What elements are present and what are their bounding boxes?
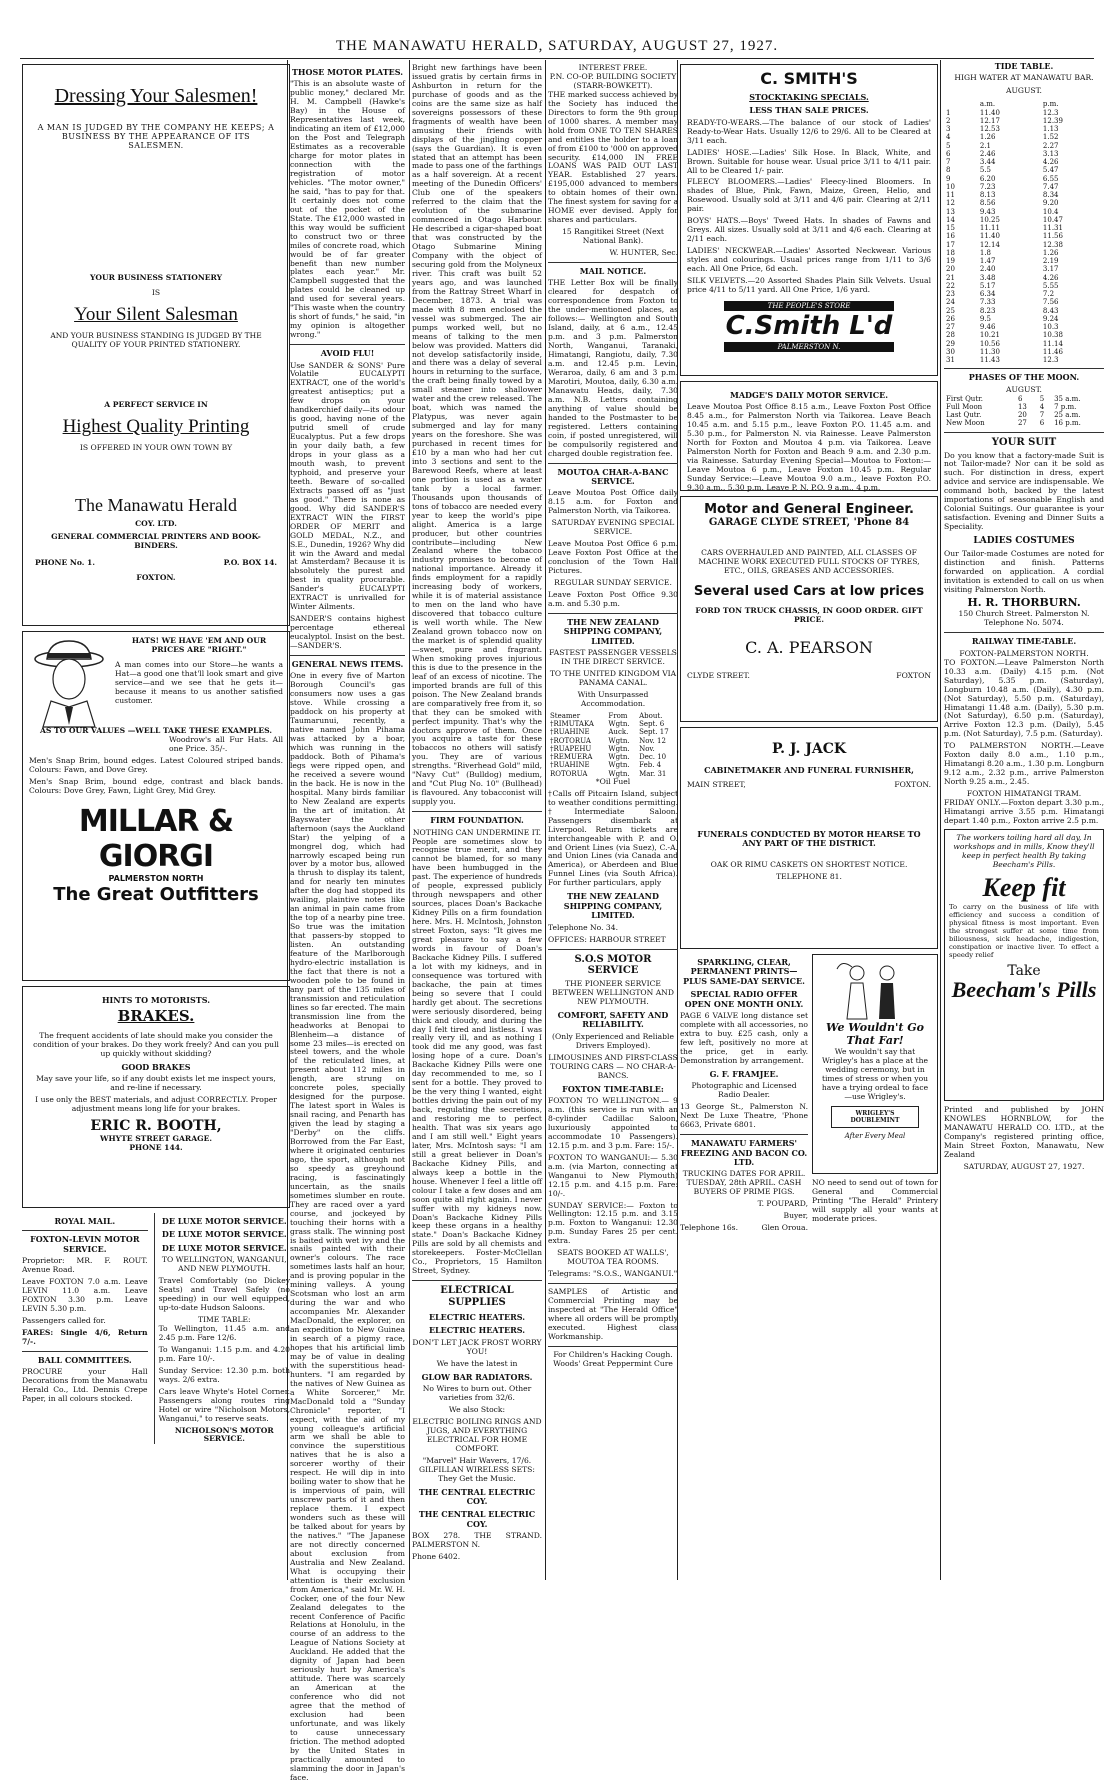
- tide-month: AUGUST.: [1006, 86, 1042, 96]
- central-electric: THE CENTRAL ELECTRIC COY.: [418, 1486, 536, 1506]
- deluxe-body-2: Cars leave Whyte's Hotel Corner. Passengers along routes ring Hotel or wire "Nicholson Motors, Wanganui," to reserve seats.: [158, 1386, 290, 1423]
- motor-plates-body: "This is an absolute waste of public money," declared Mr. H. M. Campbell (Hawke's Bay) in the House of Representatives last week, indicating an item of £12,000 on the Post and Telegraph Estimates as a recoverable charge for motor plates in connection with the registration of motor vehicles. "The motor owner," he said, "has to pay for that. It certainly does not come out of the pocket of the State. The £12,000 wasted in this way would be sufficient to construct two or three miles of concrete road, which would be of far greater benefit than new number plates each year." Mr. Campbell suggested that the plates could be cleaned up and used for several years. "This waste when the country is short of funds," he said, "in my opinion is altogether wrong.": [290, 79, 405, 340]
- hat-body: A man comes into our Store—he wants a Hat—a good one that'll look smart and give service—and we see that he gets it—because it means to us another satisfied customer.: [115, 659, 283, 705]
- brakes-ad: [22, 986, 290, 1208]
- moutoa-body: Leave Moutoa Post Office daily 8.15 a.m. for Foxton and Palmerston North, via Taikorea.: [548, 488, 678, 516]
- smith-item: SILK VELVETS.—20 Assorted Shades Plain Silk Velvets. Usual price 4/11 to 5/11 yard. All One Price, 1/6 yard.: [687, 276, 931, 294]
- brakes-body-3: I use only the BEST materials, and adjust CORRECTLY. Proper adjustment means long life for your brakes.: [35, 1095, 277, 1114]
- electric-frost: DON'T LET JACK FROST WORRY YOU!: [412, 1337, 542, 1356]
- column-5: [680, 64, 938, 1579]
- brakes-title: BRAKES.: [117, 1007, 195, 1026]
- wrigleys-after: After Every Meal: [844, 1131, 906, 1140]
- hat-man-illustration: [29, 637, 109, 727]
- avoid-flu-body: Use SANDER & SONS' Pure Volatile EUCALYPTI EXTRACT, one of the world's greatest antiseptics; put a few drops on your handkerchief daily—its odour is good, having none of the putrid smell of crude Eucalyptus. Put a few drops in your daily bath, a few drops in your glass as a mouth wash, to prevent typhoid, and preserve your teeth. Beware of so-called Extracts passed off as "just as good." There is none as good. Why did SANDER'S EXTRACT WIN the FIRST ORDER OF MERIT and GOLD MEDAL, N.Z., and S.E., Dunedin, 1926? Why did it win the Award and medal at Amsterdam? Because it is absolutely the purest and best in quality procurable. Sander's EUCALYPTI EXTRACT is unrivalled for Winter Ailments.: [290, 360, 405, 612]
- electric-items: ELECTRIC BOILING RINGS AND JUGS, AND EVERYTHING ELECTRICAL FOR HOME COMFORT.: [412, 1416, 542, 1453]
- tide-row: 15 11.11 11.31: [946, 224, 1063, 233]
- beechams-keep-fit: Keep fit: [982, 872, 1066, 902]
- column-3: [412, 64, 542, 1579]
- mail-notice-head: MAIL NOTICE.: [579, 266, 647, 277]
- shipping-body: †Calls off Pitcairn Island, subject to weather conditions permitting. †Intermediate Saloon. Passengers disembark at Liverpool. Return tickets are interchangeable with P. and O. and Orient Lines (via Suez), C.-A. and Union Lines (via Canada and America), or Aberdeen and Blue Funnel Lines (via South Africa). For further particulars, apply: [548, 788, 678, 888]
- electric-marvel: "Marvel" Hair Wavers, 17/6. GILFILLAN WIRELESS SETS: They Get the Music.: [419, 1455, 535, 1483]
- firm-foundation-body: People are sometimes slow to recognise true merit, and they cannot be blamed, for so many have been humbugged in the past. The experience of hundreds of people, expressed publicly through newspapers and other sources, places Doan's Backache Kidney Pills on a firm foundation here. Mrs. H. McIntosh, Johnston street Foxton, says: "It gives me great pleasure to say a few words in favour of Doan's Backache Kidney Pills. I suffered a lot with my kidneys, and in consequence was tortured with backache, the pain at times being so severe that I could hardly get about. The secretions were seriously disordered, being thick and cloudy, and during the day I felt tired and listless. I was really very ill, and as nothing I took did me any good, was fast losing hope of a cure. Doan's Backache Kidney Pills were one day recommended to me, so I sent for a bottle. They proved to be the very thing I wanted, eight bottles driving the pain out of my back, regulating the secretions, and restoring me to perfect health. That was six years ago and I am still well." Eight years later, Mrs. McIntosh says: "I am still a great believer in Doan's Backache Kidney Pills, and always keep a bottle in the house. Whenever I feel a little off colour I take a few doses and am soon quite all right again. I never suffer with my kidneys now. Doan's Backache Kidney Pills keep these organs in a healthy state." Doan's Backache Kidney Pills are sold by all chemists and storekeepers. Foster-McClellan Co., Proprietors, 15 Hamilton Street, Sydney.: [412, 836, 542, 1276]
- deluxe-to: TO WELLINGTON, WANGANUI, AND NEW PLYMOUTH.: [161, 1255, 287, 1274]
- beechams-ad: [944, 829, 1104, 1101]
- electrical-head: ELECTRICAL SUPPLIES: [440, 1285, 514, 1308]
- tide-col: a.m.: [979, 100, 996, 109]
- radio-head: SPARKLING, CLEAR, PERMANENT PRINTS—PLUS SAME-DAY SERVICE.: [683, 957, 805, 986]
- electric-stock: We also Stock:: [448, 1404, 506, 1414]
- tide-row: 22 5.17 5.55: [946, 281, 1059, 290]
- society-body: THE marked success achieved by the Society has induced the Directors to form the 9th group of 1000 shares. A member may hold from ONE TO TEN SHARES and entitles the holder to a loan of from £100 to '000 on approved security. £14,000 IN FREE LOANS WAS PAID OUT LAST YEAR. Established 27 years. £195,000 advanced to members to obtain homes of their own. The finest system for saving for a HOME ever devised. Apply for shares and particulars.: [548, 89, 678, 225]
- sos-seats: SEATS BOOKED AT WALLS', MOUTOA TEA ROOMS.: [557, 1248, 669, 1267]
- royal-mail-times: Leave FOXTON 7.0 a.m. Leave LEVIN 11.0 a.m. Leave FOXTON 3.30 p.m. Leave LEVIN 5.30 p.m.: [22, 1277, 148, 1314]
- royal-mail-proprietor: Proprietor: MR. F. ROUT. Avenue Road.: [22, 1256, 148, 1275]
- sos-timetable: FOXTON TIME-TABLE:: [562, 1083, 664, 1094]
- brakes-name: ERIC R. BOOTH,: [90, 1118, 222, 1135]
- deluxe-time-1: To Wellington, 11.45 a.m. and 2.45 p.m. Fare 12/6.: [158, 1323, 290, 1342]
- tide-row: 5 2.1 2.27: [946, 141, 1059, 150]
- beechams-take: Take: [1007, 962, 1041, 979]
- society-head: INTEREST FREE.: [578, 63, 648, 72]
- smith-item: READY-TO-WEARS.—The balance of our stock of Ladies' Ready-to-Wear Hats. Usually 12/6 to 29/6. All to be Cleared at 3/11 each.: [687, 117, 931, 145]
- tide-row: 18 1.8 1.26: [946, 248, 1059, 257]
- moutoa-saturday-body: Leave Moutoa Post Office 6 p.m. Leave Foxton Post Office at the conclusion of the Town Hall Pictures.: [548, 539, 678, 576]
- deluxe-head: DE LUXE MOTOR SERVICE.: [161, 1216, 287, 1226]
- ad-standing: AND YOUR BUSINESS STANDING IS JUDGED BY THE QUALITY OF YOUR PRINTED STATIONERY.: [50, 331, 262, 350]
- radio-address: 13 George St., Palmerston N. Next De Luxe Theatre, 'Phone 6663, Private 6801.: [680, 1102, 808, 1130]
- deluxe-signature: NICHOLSON'S MOTOR SERVICE.: [174, 1425, 274, 1444]
- ad-highest-quality: Highest Quality Printing: [62, 415, 250, 437]
- sos-head: S.O.S MOTOR SERVICE: [574, 953, 652, 977]
- tide-row: 17 12.14 12.38: [946, 240, 1063, 249]
- beechams-poem: The workers toiling hard all day, In workshops and in mills, Know they'll keep in perfect health By taking Beecham's Pills.: [953, 832, 1095, 869]
- madge-ad: [680, 381, 938, 491]
- tide-row: 2 12.17 12.39: [946, 116, 1063, 125]
- ad-silent-salesman: Your Silent Salesman: [74, 303, 238, 325]
- column-rule: [409, 60, 410, 1580]
- royal-mail-fares: FARES: Single 4/6, Return 7/-.: [22, 1327, 148, 1346]
- deluxe-body: Travel Comfortably (no Dickey Seats) and Travel Safely (no speeding) in our well equipped, up-to-date Hudson Saloons.: [158, 1276, 290, 1313]
- wedding-couple-illustration: [817, 959, 927, 1019]
- smith-ad: [680, 64, 938, 376]
- shipping-accommodation: With Unsurpassed Accommodation.: [577, 689, 649, 708]
- imprint: Printed and published by JOHN KNOWLES HORNBLOW, for the MANAWATU HERALD CO. LTD., at the Company's registered printing office, Main Street Foxton, Manawatu, New Zealand: [944, 1104, 1104, 1159]
- firm-foundation-head: FIRM FOUNDATION.: [430, 815, 524, 826]
- freezing-body: TRUCKING DATES FOR APRIL. TUESDAY, 28th APRIL. CASH BUYERS OF PRIME PIGS.: [682, 1169, 806, 1197]
- tide-row: 11 8.13 8.34: [946, 191, 1059, 200]
- mail-notice-body: THE Letter Box will be finally cleared for despatch of correspondence from Foxton to the under-mentioned places, as follows:— Wellington and South Island, daily, at 6 a.m., 12.45 p.m. and 3 p.m. Palmerston North, Wanganui, Taranaki, Himatangi, Rangiotu, daily, 7.30 a.m. and 12.45 p.m. Levin, Weraroa, daily, 6 am and 3 p.m. Marotiri, Moutoa, daily, 6.30 a.m. Manawatu Heads, daily, 7.30 a.m. N.B. Letters containing anything of value should be handed to the Postmaster to be registered. Letters containing coin, if posted unregistered, will be compulsorily registered and charged double registration fee.: [548, 278, 678, 458]
- tide-row: 9 6.20 6.55: [946, 174, 1059, 183]
- jack-funerals: FUNERALS CONDUCTED BY MOTOR HEARSE TO ANY PART OF THE DISTRICT.: [697, 828, 921, 849]
- smith-city: PALMERSTON N.: [724, 342, 894, 352]
- sos-wellington: FOXTON TO WELLINGTON.— 9 a.m. (this service is run with an 8-cylinder Cadillac Saloon, luxuriously appointed to accommodate 10 Passengers). 12.15 p.m. and 3 p.m. Fare: 15/-.: [548, 1096, 678, 1150]
- moutoa-head: MOUTOA CHAR-A-BANC SERVICE.: [557, 466, 669, 486]
- tide-sub: HIGH WATER AT MANAWATU BAR.: [954, 73, 1094, 83]
- central-electric: THE CENTRAL ELECTRIC COY.: [418, 1509, 536, 1529]
- column-2: [290, 64, 405, 1782]
- moon-month: AUGUST.: [1006, 384, 1042, 394]
- deluxe-timetable: TIME TABLE:: [197, 1315, 251, 1325]
- ad-offered: IS OFFERED IN YOUR OWN TOWN BY: [79, 443, 233, 453]
- tide-row: 25 8.23 8.43: [946, 306, 1059, 315]
- column-rule: [545, 60, 546, 1580]
- tide-row: 24 7.33 7.56: [946, 298, 1059, 307]
- moutoa-sunday-body: Leave Foxton Post Office 9.30 a.m. and 5.30 p.m.: [548, 589, 678, 608]
- ad-stationery: YOUR BUSINESS STATIONERY: [89, 272, 223, 282]
- moon-row: First Qutr. 6 5 35 a.m.: [946, 394, 1081, 403]
- radio-body: PAGE 6 VALVE long distance set complete with all accessories, no extra to buy. £25 cash, only a few left, positively no more at the price, get in early. Demonstration by arrangement.: [680, 1011, 808, 1065]
- pearson-ad: [680, 496, 938, 722]
- society-name: P.N. CO-OP. BUILDING SOCIETY (STARR-BOWKETT).: [549, 71, 677, 90]
- brakes-body: The frequent accidents of late should make you consider the condition of your brakes. Do they work freely? And can you pull up quickly without skidding?: [33, 1031, 279, 1059]
- avoid-flu-head: AVOID FLU!: [320, 348, 375, 359]
- column-4: [548, 64, 678, 1579]
- electric-glow-bar: GLOW BAR RADIATORS.: [421, 1371, 533, 1382]
- central-electric-box: BOX 278. THE STRAND. PALMERSTON N.: [412, 1531, 542, 1550]
- tide-row: 26 9.5 9.24: [946, 314, 1059, 323]
- freezing-town: Glen Oroua.: [761, 1223, 808, 1233]
- tide-head: TIDE TABLE.: [994, 61, 1054, 71]
- suit-name: H. R. THORBURN.: [967, 596, 1081, 610]
- jack-telephone: TELEPHONE 81.: [776, 871, 842, 881]
- tide-row: 10 7.23 7.47: [946, 182, 1059, 191]
- sos-pioneer: THE PIONEER SERVICE BETWEEN WELLINGTON AND NEW PLYMOUTH.: [552, 979, 674, 1007]
- freezing-name: T. POUPARD,: [757, 1199, 808, 1209]
- beechams-name: Beecham's Pills: [951, 977, 1097, 1003]
- tide-row: 19 1.47 2.19: [946, 257, 1059, 266]
- hat-headline: HATS! WE HAVE 'EM AND OUR PRICES ARE "RIGHT.": [131, 636, 267, 654]
- tide-col: p.m.: [1042, 100, 1059, 109]
- ad-foxton: FOXTON.: [136, 573, 176, 583]
- madge-head: MADGE'S DAILY MOTOR SERVICE.: [729, 390, 889, 400]
- royal-mail-head: ROYAL MAIL.: [54, 1216, 116, 1226]
- tide-row: 31 11.43 12.3: [946, 356, 1059, 365]
- jack-town: FOXTON.: [894, 779, 931, 789]
- shipping-col: Steamer: [550, 711, 581, 720]
- sos-wanganui: FOXTON TO WANGANUI:— 5.30 a.m. (via Marton, connecting at Wanganui to New Plymouth) 12.15 p.m. and 4.15 p.m. Fare: 10/-.: [548, 1152, 678, 1198]
- column-1: [22, 64, 290, 1444]
- rail-to-foxton: TO FOXTON.—Leave Palmerston North 10.33 a.m. (Daily) 4.15 p.m. (Not Saturday), 5.35 p.m. (Saturday), Longburn 10.48 a.m. (Daily), 4.30 p.m. (Not Saturday), 5.50 p.m. (Saturday), Himatangi 11.48 a.m. (Daily), 5.30 p.m. (Not Saturday), 6.50 p.m. (Saturday), Arrive Foxton 12.3 p.m. (Daily), 5.45 p.m. (Not Saturday), 7.5 p.m. (Saturday).: [944, 657, 1104, 739]
- freezing-head: MANAWATU FARMERS' FREEZING AND BACON CO. LTD.: [680, 1138, 808, 1167]
- table-row: †RIMUTAKA Wgtn. Sept. 6: [550, 720, 665, 729]
- column-6: [944, 58, 1104, 1578]
- wrigleys-body: We wouldn't say that Wrigley's has a place at the wedding ceremony, but in times of stress or when you have a trying ordeal to face —use Wrigley's.: [821, 1046, 929, 1101]
- tide-row: 16 11.40 11.56: [946, 232, 1063, 241]
- madge-body: Leave Moutoa Post Office 8.15 a.m., Leave Foxton Post Office 8.45 a.m., for Palmerston North via Taikorea. Leave Beach 10.45 a.m. and 5.15 p.m., leave Foxton P.O. 11.45 a.m. and 5.30 p.m., for Palmerston N. via Rainesse. Leave Palmerston North for Foxton and Moutoa 4 p.m. via Taikorea. Leave Palmerston North for Foxton and Beach 9 a.m. and 2.30 p.m. via Rainesse. Saturday Evening Special—Moutoa to Foxton:—Leave Moutoa 6 p.m., Leave Foxton 10.45 p.m. Regular Sunday Service:—Leave Moutoa 9.0 a.m., leave Foxton P.O. 9.30 a.m., 5.30 p.m. Leave P. N. P.O. 9 a.m., 4 p.m.: [687, 402, 931, 493]
- smith-peoples-store: THE PEOPLE'S STORE: [724, 301, 894, 311]
- tide-row: 3 12.53 1.13: [946, 125, 1059, 134]
- ad-coy: COY. LTD.: [135, 519, 177, 529]
- millar-giorgi-ad: [22, 631, 290, 981]
- tide-row: 30 11.30 11.46: [946, 347, 1063, 356]
- motor-head: Motor and General Engineer.: [704, 502, 914, 517]
- millar-tagline: The Great Outfitters: [53, 883, 259, 905]
- tide-row: 1 11.40 12.3: [946, 108, 1059, 117]
- column-rule: [940, 60, 941, 1580]
- smith-less: LESS THAN SALE PRICES.: [749, 105, 869, 116]
- ad-title: Dressing Your Salesmen!: [54, 85, 258, 107]
- avoid-flu-body-2: SANDER'S contains highest percentage ethereal eucalyptol. Insist on the best.—SANDER'S.: [290, 614, 405, 651]
- society-address: 15 Rangitikei Street (Next National Bank).: [562, 227, 664, 246]
- masthead: THE MANAWATU HERALD, SATURDAY, AUGUST 27, 1927.: [335, 38, 779, 54]
- ad-herald-name: The Manawatu Herald: [75, 495, 237, 516]
- ad-is: IS: [151, 287, 161, 297]
- smith-name: C. SMITH'S: [760, 69, 858, 88]
- shipping-col: From: [608, 711, 628, 720]
- ad-lead: A MAN IS JUDGED BY THE COMPANY HE KEEPS; A BUSINESS BY THE APPEARANCE OF ITS SALESMEN.: [37, 122, 275, 151]
- moon-row: New Moon 27 6 16 p.m.: [946, 419, 1081, 428]
- electric-wires: No Wires to burn out. Other varieties from 32/6.: [422, 1383, 532, 1402]
- sos-limousines: LIMOUSINES AND FIRST-CLASS TOURING CARS — NO CHAR-A-BANCS.: [548, 1052, 678, 1080]
- imprint-date: SATURDAY, AUGUST 27, 1927.: [963, 1161, 1085, 1171]
- table-row: †RUAPEHU Wgtn. Nov.: [550, 744, 655, 753]
- moon-row: Full Moon 13 4 7 p.m.: [946, 402, 1077, 411]
- tide-row: 20 2.40 3.17: [946, 265, 1059, 274]
- tide-table: [944, 100, 1104, 364]
- moutoa-saturday: SATURDAY EVENING SPECIAL SERVICE.: [551, 518, 675, 537]
- motor-plates-head: THOSE MOTOR PLATES.: [291, 67, 404, 77]
- smith-item: FLEECY BLOOMERS.—Ladies' Fleecy-lined Bloomers. In shades of Blue, Pink, Fawn, Maize, Green, Helio, and Rosewood. Usually sold at 3/11 and 4/6 pair. Clearing at 2/11 pair.: [687, 177, 931, 214]
- sos-sunday: SUNDAY SERVICE:— Foxton to Wellington: 12.15 p.m. and 3.15 p.m. Foxton to Wanganui: 12.30 p.m. Sunday Fares 25 per cent. extra.: [548, 1200, 678, 1246]
- samples-notice: SAMPLES of Artistic and Commercial Printing may be inspected at "The Herald Office" where all orders will be promptly executed. Highest class Workmanship.: [548, 1287, 678, 1341]
- no-need-notice: NO need to send out of town for General and Commercial Printing "The Herald" Printery will supply all your wants at moderate prices.: [812, 1178, 938, 1223]
- suit-head: YOUR SUIT: [991, 436, 1057, 448]
- masthead-rule: [20, 58, 1094, 59]
- tide-row: 29 10.56 11.14: [946, 339, 1063, 348]
- royal-mail-service: FOXTON-LEVIN MOTOR SERVICE.: [30, 1234, 140, 1254]
- suit-body: Do you know that a factory-made Suit is not Tailor-made? Nor can it be sold as such. For distinction in dress, expert advice and service are indispensable. We command both, backed by the latest importations of seasonable English and Colonial Suitings. Our guarantee is your satisfaction. Evening and Dinner Suits a Speciality.: [944, 450, 1104, 532]
- tide-row: 13 9.43 10.4: [946, 207, 1059, 216]
- deluxe-time-3: Sunday Service: 12.30 p.m. both ways. 2/6 extra.: [158, 1365, 290, 1384]
- moon-head: PHASES OF THE MOON.: [968, 372, 1080, 383]
- shipping-fastest: FASTEST PASSENGER VESSELS IN THE DIRECT SERVICE.: [549, 648, 677, 667]
- electric-heaters: ELECTRIC HEATERS.: [428, 1311, 526, 1322]
- smith-item: LADIES' HOSE.—Ladies' Silk Hose. In Black, White, and Brown. Suitable for house wear. Usual price 3/11 to 4/11 pair. All to be Cleared 1/- pair.: [687, 147, 931, 175]
- ad-phone: PHONE No. 1.: [35, 558, 95, 568]
- shipping-to: TO THE UNITED KINGDOM VIA PANAMA CANAL.: [549, 669, 677, 687]
- brakes-good: GOOD BRAKES: [121, 1061, 191, 1072]
- moon-table: [944, 395, 1104, 428]
- suit-ladies: LADIES COSTUMES: [973, 536, 1075, 547]
- electric-have: We have the latest in: [436, 1358, 518, 1368]
- deluxe-head: DE LUXE MOTOR SERVICE.: [161, 1229, 287, 1240]
- royal-mail-passengers: Passengers called for.: [22, 1316, 106, 1326]
- wrigleys-pack: WRIGLEY'S DOUBLEMINT: [831, 1106, 919, 1128]
- beechams-body: To carry on the business of life with efficiency and success a condition of physical fitness is most important. Even the strongest suffer at some time from biliousness, sick headache, indigestion, constipation or inactive liver. To effect a speedy relief: [949, 903, 1099, 960]
- shipping-table: [548, 712, 678, 778]
- shipping-office: OFFICES: HARBOUR STREET: [548, 934, 666, 944]
- motor-name: C. A. PEARSON: [745, 638, 873, 658]
- brakes-phone: PHONE 144.: [129, 1142, 183, 1152]
- motor-town: FOXTON: [896, 671, 931, 681]
- tide-row: 6 2.46 3.13: [946, 149, 1059, 158]
- hat-values: AS TO OUR VALUES —WELL TAKE THESE EXAMPLES.: [39, 726, 273, 735]
- ad-box: P.O. BOX 14.: [223, 558, 277, 568]
- suit-address: 150 Church Street. Palmerston N. Telephone No. 5074.: [958, 609, 1090, 628]
- herald-printing-ad: [22, 64, 290, 626]
- motor-street: CLYDE STREET.: [687, 671, 750, 681]
- jack-street: MAIN STREET,: [687, 779, 746, 789]
- brakes-garage: WHYTE STREET GARAGE.: [99, 1133, 213, 1143]
- smith-logo: C.Smith L'd: [725, 311, 893, 342]
- jack-trade: CABINETMAKER AND FUNERAL FURNISHER,: [704, 764, 914, 775]
- ball-committees-head: BALL COMMITTEES.: [37, 1354, 132, 1365]
- rail-sub: FOXTON-PALMERSTON NORTH.: [959, 648, 1089, 658]
- deluxe-head: DE LUXE MOTOR SERVICE.: [161, 1242, 287, 1253]
- table-row: ROTORUA Wgtn. Mar. 31: [550, 769, 667, 778]
- wrigleys-ad: [812, 954, 938, 1174]
- shipping-col: About.: [639, 711, 663, 720]
- freezing-buyer: Buyer,: [783, 1211, 808, 1221]
- wrigleys-head: We Wouldn't Go That Far!: [826, 1020, 924, 1047]
- table-row: †REMUERA Wgtn. Dec. 10: [550, 753, 667, 762]
- deluxe-time-2: To Wanganui: 1.15 p.m. and 4.20 p.m. Fare 10/-.: [158, 1344, 290, 1363]
- radio-offer: SPECIAL RADIO OFFER OPEN ONE MONTH ONLY.: [684, 989, 804, 1009]
- farthings-body: Bright new farthings have been issued gratis by certain firms in Ashburton in return for the purchase of goods and as the coins are the same size as half sovereigns possessors of these fragments of wealth have been amusing their friends with displays of the jingling copper (says the Guardian). It is even stated that an attempt has been made to pass one of the farthings as a half sovereign. At a recent meeting of the Dunedin Officers' Club one of the speakers referred to the claim that the evolution of the submarine commenced in Otago Harbour. He described a cigar-shaped boat that was constructed by the Otago Submarine Mining Company with the object of securing gold from the Molyneux river. This craft was built 52 years ago, and was launched from the Rattray Street Wharf in December, 1873. A trial was made with 8 men enclosed the vessel was submerged. The air pumps worked well, but no means of talking to the men below was provided. Matters did not develop satisfactorily inside, and there was a delay of several hours in returning to the surface, the craft being finally towed by a small steamer into shallower water and the crew released. The boat, which was named the Platypus, was never again submerged and lay for many years on the foreshore. She was purchased in recent times for £10 by a man who had her cut into 3 sections and sent to the Barewood Reefs, where at least one portion is used as a water tank by a local farmer. Thousands upon thousands of tons of tobacco are needed every year to keep the world's pipe alight. America is a large producer, but other countries contribute—including New Zealand where the tobacco industry promises to become of national importance. Already it finds employment for a rapidly increasing body of workers, while it is of material assistance to men on the land who have discovered that tobacco culture is well worth while. The New Zealand grown tobacco now on the market is of splendid quality—sweet, pure and fragrant. When smoking proves injurious this is due to the presence in the leaf of an excess of nicotine. The imported brands are full of this poison. The New Zealand brands are comparatively free from it, so that they can be smoked with perfect impunity. That's why the doctors approve of them. Once you acquire a taste for these tobaccos no others will satisfy you. They are of various strengths. "Riverhead Gold" mild, "Navy Cut" (Bulldog) medium, and "Cut Plug No. 10" (Bullhead) is flavoured. Any tobacconist will supply you.: [412, 63, 542, 807]
- shipping-telephone: Telephone No. 34.: [548, 922, 619, 932]
- shipping-signature: THE NEW ZEALAND SHIPPING COMPANY, LIMITED.: [563, 891, 663, 921]
- central-electric-phone: Phone 6402.: [412, 1552, 461, 1562]
- motor-garage: GARAGE CLYDE STREET, 'Phone 84: [708, 517, 910, 529]
- millar-city: PALMERSTON NORTH: [108, 874, 204, 884]
- cough-notice: For Children's Hacking Cough. Woods' Great Peppermint Cure: [553, 1349, 673, 1368]
- motor-cars: CARS OVERHAULED AND PAINTED, ALL CLASSES OF MACHINE WORK EXECUTED FULL STOCKS OF TYRES, ETC., OILS, GREASES AND ACCESSORIES.: [698, 548, 920, 576]
- hat-snap-brim-2: Men's Snap Brim, bound edge, contrast and black bands. Colours: Dove Grey, Fawn, Light Grey, Mid Grey.: [29, 776, 283, 795]
- jack-name: P. J. JACK: [771, 741, 847, 757]
- jack-ad: [680, 727, 938, 949]
- suit-body-2: Our Tailor-made Costumes are noted for distinction and finish. Patterns forwarded on application. A cordial invitation is extended to call on us when visiting Palmerston North.: [944, 548, 1104, 594]
- rail-friday: FRIDAY ONLY.—Foxton depart 3.30 p.m., Himatangi arrive 3.55 p.m. Himatangi depart 1.40 p.m., Foxton arrive 2.5 p.m.: [944, 798, 1104, 825]
- tide-row: 8 5.5 5.47: [946, 166, 1059, 175]
- moon-row: Last Qutr. 20 7 25 a.m.: [946, 411, 1081, 420]
- electric-heaters: ELECTRIC HEATERS.: [428, 1325, 526, 1336]
- brakes-hints: HINTS TO MOTORISTS.: [102, 995, 210, 1005]
- smith-stocktaking: STOCKTAKING SPECIALS.: [749, 91, 869, 102]
- table-row: †ROTORUA Wgtn. Nov. 12: [550, 736, 666, 745]
- motor-ford: FORD TON TRUCK CHASSIS, IN GOOD ORDER. GIFT PRICE.: [695, 606, 923, 625]
- hat-snap-brim-1: Men's Snap Brim, bound edges. Latest Coloured striped bands. Colours: Fawn, and Dove Grey.: [29, 755, 283, 774]
- ad-perfect-service: A PERFECT SERVICE IN: [104, 399, 208, 409]
- freezing-telephone: Telephone 16s.: [680, 1223, 738, 1233]
- society-secretary: W. HUNTER, Sec.: [609, 248, 678, 258]
- tide-row: 27 9.46 10.3: [946, 323, 1059, 332]
- general-news-body: One in every five of Marton Borough Council's gas consumers now uses a gas stove. While crossing a paddock on his property at Taumarunui, recently, a native named John Pihama was attacked by a boar, which was running in the paddock. Both of Pihama's legs were ripped open, and he received a severe wound in the back. He is now in the hospital. Many birds familiar to New Zealand are experts in the art of imitation. At Bayswater the other afternoon (says the Auckland Star) the yelping of a mongrel dog, which had narrowly escaped being run over by a motor bus, allowed a thrush to display its talent, and for nearly ten minutes after the dog had stopped its wailing, plaintive notes like an animal in pain came from the top of a nearby pine tree. So true was the imitation that passers-by stopped to listen. An outstanding feature of the Marlborough hydro-electric installation is the fact that there is not a wooden pole to be found in any part of the 135 miles of transmission and reticulation lines so far erected. The main transmission line from the headworks at Benopai to Blenheim—a distance of some 23 miles—is erected on steel towers, and the whole of the reticulated lines, at present about 112 miles in length, are strung on concrete poles, specially designed for the purpose. The latest sport in Wales is snail racing, and Penarth has given the lead by staging a "Derby" on the cliffs. Borrowed from the Far East, where it originated centuries ago, the sport, although not so speedy as greyhound racing, is fascinatingly uncertain, as the snails sometimes slumber en route. They are raced over a yard course, and jockeyed by touching their horns with a grass stalk. The winning post is baited with wet ivy and the snails painted with their owner's colours. The race sometimes lasts half an hour, and is proving popular in the mining valleys. A young Scotsman who lost an arm during the war and who accompanies Mr. Alexander MacDonald, the explorer, on an expedition to New Guinea in search of a pigmy race, hopes that his artificial limb may be of value in dealing with the superstitious head-hunters. "I am regarded by the natives of New Guinea as a White Sorcerer," Mr. MacDonald told a "Sunday Chronicle" reporter, "I expect, with the aid of my young colleague's artificial arm we shall be able to convince the superstitious natives that he is also a sorcerer worthy of their respect. He will dip in into boiling water to show that he is impervious of pain, will unscrew parts of it and then replace them. I expect wonders such as these will be talked about for years by the natives." "The Japanese are not directly concerned about exclusion from Australia and New Zealand. What is occupying their attention is their exclusion from America," said Mr. W. H. Cocker, one of the four New Zealand delegates to the recent Conference of Pacific Relations at Honolulu, in the course of an address to the League of Nations Society at Auckland. He added that the dignity of Japan had been seriously hurt by America's attitude. There was scarcely an American at the conference who did not agree that the method of exclusion had been unfortunate, and was likely to cause unnecessary friction. The method adopted by the United States in practically amounted to slamming the door in Japan's face.: [290, 671, 405, 1782]
- millar-logo: MILLAR & GIORGI: [78, 803, 234, 875]
- tide-row: 28 10.21 10.38: [946, 331, 1063, 340]
- tide-row: 4 1.26 1.52: [946, 133, 1059, 142]
- moutoa-sunday: REGULAR SUNDAY SERVICE.: [554, 577, 672, 587]
- hat-woodrow: Woodrow's all Fur Hats. All one Price. 35/-.: [169, 734, 283, 753]
- rail-tram: FOXTON HIMATANGI TRAM.: [966, 789, 1082, 799]
- shipping-oil: *Oil Fuel: [595, 776, 631, 786]
- shipping-head: THE NEW ZEALAND SHIPPING COMPANY, LIMITED.: [563, 616, 663, 646]
- jack-caskets: OAK OR RIMU CASKETS ON SHORTEST NOTICE.: [710, 859, 908, 869]
- tide-row: 14 10.25 10.47: [946, 215, 1063, 224]
- sos-telegrams: Telegrams: "S.O.S., WANGANUI.": [548, 1269, 678, 1279]
- rail-head: RAILWAY TIME-TABLE.: [971, 636, 1077, 647]
- smith-item: BOYS' HATS.—Boys' Tweed Hats. In shades of Fawns and Greys. All sizes. Usually sold at 3/11 and 4/6 each. Clearing at 2/11 each.: [687, 216, 931, 244]
- sos-drivers: (Only Experienced and Reliable Drivers Employed).: [552, 1031, 674, 1050]
- firm-foundation-sub: NOTHING CAN UNDERMINE IT.: [412, 827, 542, 837]
- tide-row: 12 8.56 9.20: [946, 199, 1059, 208]
- general-news-head: GENERAL NEWS ITEMS.: [291, 659, 404, 670]
- rail-to-palmerston: TO PALMERSTON NORTH.—Leave Foxton daily 8.0 a.m., 1.10 p.m., Himatangi 8.20 a.m., 1.30 p.m. Longburn 9.12 a.m., 2.32 p.m., arrive Palmerston North 9.25 a.m., 2.45.: [944, 741, 1104, 787]
- table-row: †RUAHINE Auck. Sept. 17: [550, 728, 669, 737]
- ball-committees-body: PROCURE your Hall Decorations from the Manawatu Herald Co., Ltd. Dennis Crepe Paper, in all colours stocked.: [22, 1367, 148, 1404]
- tide-row: 23 6.34 7.2: [946, 290, 1055, 299]
- table-row: †RUAHINE Wgtn. Feb. 4: [550, 761, 662, 770]
- smith-item: LADIES' NECKWEAR.—Ladies' Assorted Neckwear. Various styles and colourings. Usual prices range from 1/11 to 3/6 each. All One Price, 6d each.: [687, 246, 931, 274]
- sos-comfort: COMFORT, SAFETY AND RELIABILITY.: [557, 1009, 669, 1030]
- brakes-body-2: May save your life, so if any doubt exists let me inspect yours, and re-line if necessary.: [36, 1074, 276, 1093]
- radio-name: G. F. FRAMJEE.: [709, 1068, 779, 1079]
- tide-row: 21 3.48 4.26: [946, 273, 1059, 282]
- tide-row: 7 3.44 4.26: [946, 158, 1059, 167]
- ad-printers: GENERAL COMMERCIAL PRINTERS AND BOOK-BINDERS.: [51, 532, 261, 551]
- radio-trade: Photographic and Licensed Radio Dealer.: [691, 1081, 797, 1100]
- motor-used: Several used Cars at low prices: [693, 583, 925, 599]
